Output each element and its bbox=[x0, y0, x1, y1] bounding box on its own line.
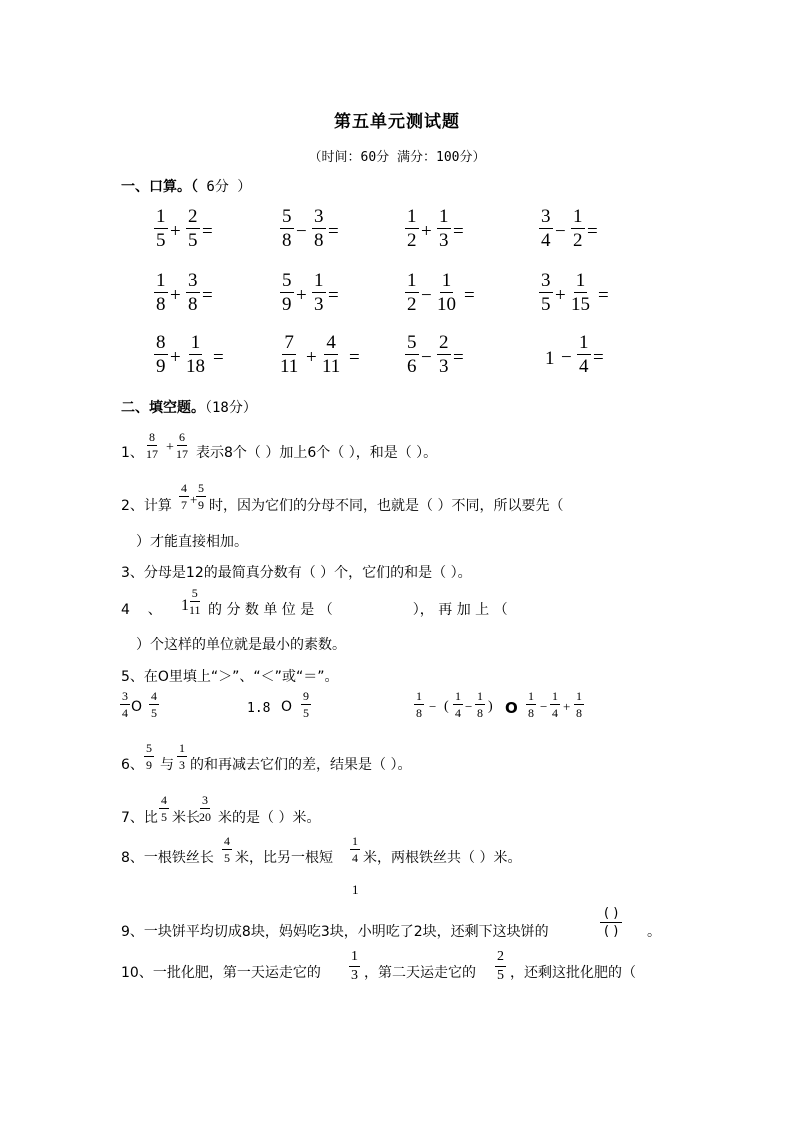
oral-fraction-a: 7 11 bbox=[280, 332, 299, 377]
section-1-heading: 一、口算。（ 6分 ） bbox=[121, 179, 252, 195]
oral-fraction-b: 1 10 bbox=[437, 270, 456, 315]
oral-fraction-b: 1 3 bbox=[314, 270, 324, 315]
q8-fraction-2: 1 4 bbox=[352, 834, 358, 865]
q8-prefix: 8、一根铁丝长 bbox=[121, 850, 214, 866]
q5-c1-fraction-2: 4 5 bbox=[151, 689, 157, 720]
oral-equals: = bbox=[453, 347, 464, 368]
q6-text: 的和再减去它们的差，结果是（ ）。 bbox=[190, 757, 412, 773]
oral-fraction-a: 5 6 bbox=[407, 332, 417, 377]
q5-c1-circle[interactable]: O bbox=[131, 699, 143, 715]
q9-text: 9、一块饼平均切成8块，妈妈吃3块，小明吃了2块，还剩下这块饼的 bbox=[121, 924, 549, 940]
oral-equals: = bbox=[328, 285, 339, 306]
oral-fraction-b: 1 4 bbox=[579, 332, 589, 377]
q6-fraction-2: 1 3 bbox=[179, 741, 185, 772]
oral-operator: + bbox=[421, 221, 432, 242]
section-2-heading: 二、填空题。（18分） bbox=[121, 400, 257, 416]
q5-c3-fraction-4: 1 8 bbox=[528, 689, 534, 720]
oral-operator: + bbox=[170, 221, 181, 242]
oral-operator: − bbox=[421, 347, 432, 368]
oral-equals: = bbox=[202, 221, 213, 242]
page-subtitle: （时间：60分 满分：100分） bbox=[308, 150, 486, 165]
q8-mid: 米，比另一根短 bbox=[235, 850, 333, 866]
oral-equals: = bbox=[464, 285, 475, 306]
q5-c3-right-paren: ) bbox=[488, 699, 493, 714]
oral-fraction-b: 4 11 bbox=[322, 332, 341, 377]
oral-equals: = bbox=[213, 347, 224, 368]
q7-fraction-2: 3 20 bbox=[199, 793, 211, 824]
q4-line-2: ）个这样的单位就是最小的素数。 bbox=[136, 637, 346, 653]
q2-text: 时，因为它们的分母不同，也就是（ ）不同，所以要先（ bbox=[209, 498, 564, 514]
q8-text: 米，两根铁丝共（ ）米。 bbox=[363, 850, 522, 866]
oral-fraction-a: 3 5 bbox=[541, 270, 551, 315]
oral-operator: + bbox=[555, 285, 566, 306]
q5-c3-minus-1: − bbox=[429, 699, 437, 714]
q1-text: 表示8个（ ）加上6个（ ），和是（ ）。 bbox=[196, 445, 438, 461]
q8-stray-digit: 1 bbox=[352, 882, 359, 897]
q6-and: 与 bbox=[160, 757, 174, 773]
oral-operator: + bbox=[296, 285, 307, 306]
oral-operator: − bbox=[555, 221, 566, 242]
q4-text: 的 分 数 单 位 是 （ ）， 再 加 上 （ bbox=[208, 602, 508, 618]
q7-text: 米的是（ ）米。 bbox=[218, 810, 321, 826]
q10-fraction-2: 2 5 bbox=[497, 949, 504, 983]
oral-operator: − bbox=[421, 285, 432, 306]
q5-c2-left: 1.8 bbox=[247, 701, 271, 716]
oral-fraction-b: 1 2 bbox=[573, 206, 583, 251]
q5-c2-fraction: 9 5 bbox=[303, 689, 309, 720]
oral-fraction-a: 1 2 bbox=[407, 206, 417, 251]
q1-fraction-1: 8 17 bbox=[146, 430, 158, 461]
oral-fraction-a: 5 8 bbox=[282, 206, 292, 251]
q1-fraction-2: 6 17 bbox=[176, 430, 188, 461]
q10-mid: ，第二天运走它的 bbox=[364, 965, 476, 981]
oral-fraction-b: 3 8 bbox=[314, 206, 324, 251]
oral-fraction-b: 2 3 bbox=[439, 332, 449, 377]
q5-c3-fraction-5: 1 4 bbox=[552, 689, 558, 720]
oral-fraction-a: 1 2 bbox=[407, 270, 417, 315]
q5-c3-plus: + bbox=[563, 699, 571, 714]
q4-whole: 1 bbox=[181, 597, 189, 614]
page-title: 第五单元测试题 bbox=[334, 112, 460, 132]
q6-number: 6、 bbox=[121, 757, 144, 773]
oral-operator: + bbox=[170, 347, 181, 368]
q5-c3-fraction-2: 1 4 bbox=[455, 689, 461, 720]
oral-fraction-a: 1 5 bbox=[156, 206, 166, 251]
q2-fraction-1: 4 7 bbox=[181, 481, 187, 512]
q5-c3-left-paren: ( bbox=[444, 699, 449, 714]
oral-fraction-b: 1 15 bbox=[571, 270, 590, 315]
oral-equals: = bbox=[593, 347, 604, 368]
oral-equals: = bbox=[328, 221, 339, 242]
q5-c2-circle[interactable]: O bbox=[281, 699, 293, 715]
oral-fraction-b: 1 3 bbox=[439, 206, 449, 251]
oral-fraction-b: 3 8 bbox=[188, 270, 198, 315]
q5-c3-minus-3: − bbox=[540, 699, 548, 714]
q1-number: 1、 bbox=[121, 445, 144, 461]
question-3: 3、分母是12的最简真分数有（ ）个，它们的和是（ ）。 bbox=[121, 565, 472, 581]
q2-plus: + bbox=[190, 492, 198, 507]
oral-operator: + bbox=[170, 285, 181, 306]
oral-fraction-a: 3 4 bbox=[541, 206, 551, 251]
oral-fraction-a: 5 9 bbox=[282, 270, 292, 315]
q2-prefix: 2、计算 bbox=[121, 498, 172, 514]
q2-fraction-2: 5 9 bbox=[198, 481, 204, 512]
q5-c3-minus-2: − bbox=[465, 699, 473, 714]
q1-plus: + bbox=[166, 440, 174, 455]
oral-fraction-b: 2 5 bbox=[188, 206, 198, 251]
q5-c3-fraction-6: 1 8 bbox=[576, 689, 582, 720]
q6-fraction-1: 5 9 bbox=[146, 741, 152, 772]
oral-whole-number: 1 bbox=[545, 348, 555, 369]
q7-mid: 米长 bbox=[172, 810, 200, 826]
q4-number: 4 、 bbox=[121, 602, 171, 618]
q4-fraction: 5 11 bbox=[189, 586, 201, 617]
q5-c3-fraction-3: 1 8 bbox=[477, 689, 483, 720]
oral-equals: = bbox=[349, 347, 360, 368]
q7-prefix: 7、比 bbox=[121, 810, 158, 826]
oral-operator: + bbox=[306, 347, 317, 368]
q10-text: ，还剩这批化肥的（ bbox=[510, 965, 636, 981]
q9-blank-fraction[interactable]: ( ) ( ) bbox=[600, 907, 622, 938]
q5-text: 5、在O里填上“＞”、“＜”或“＝”。 bbox=[121, 669, 339, 685]
oral-fraction-a: 1 8 bbox=[156, 270, 166, 315]
oral-equals: = bbox=[202, 285, 213, 306]
q7-fraction-1: 4 5 bbox=[161, 793, 167, 824]
q2-line-2: ）才能直接相加。 bbox=[136, 534, 248, 550]
q10-prefix: 10、一批化肥，第一天运走它的 bbox=[121, 965, 321, 981]
q5-c1-fraction-1: 3 4 bbox=[122, 689, 128, 720]
oral-operator: − bbox=[561, 347, 572, 368]
oral-fraction-a: 8 9 bbox=[156, 332, 166, 377]
q10-fraction-1: 1 3 bbox=[351, 949, 358, 983]
q9-period: 。 bbox=[647, 924, 661, 940]
oral-fraction-b: 1 18 bbox=[186, 332, 205, 377]
oral-equals: = bbox=[453, 221, 464, 242]
oral-equals: = bbox=[587, 221, 598, 242]
q8-fraction-1: 4 5 bbox=[224, 834, 230, 865]
q5-c3-circle[interactable]: O bbox=[505, 699, 518, 717]
oral-equals: = bbox=[598, 285, 609, 306]
oral-operator: − bbox=[296, 221, 307, 242]
q5-c3-fraction-1: 1 8 bbox=[416, 689, 422, 720]
